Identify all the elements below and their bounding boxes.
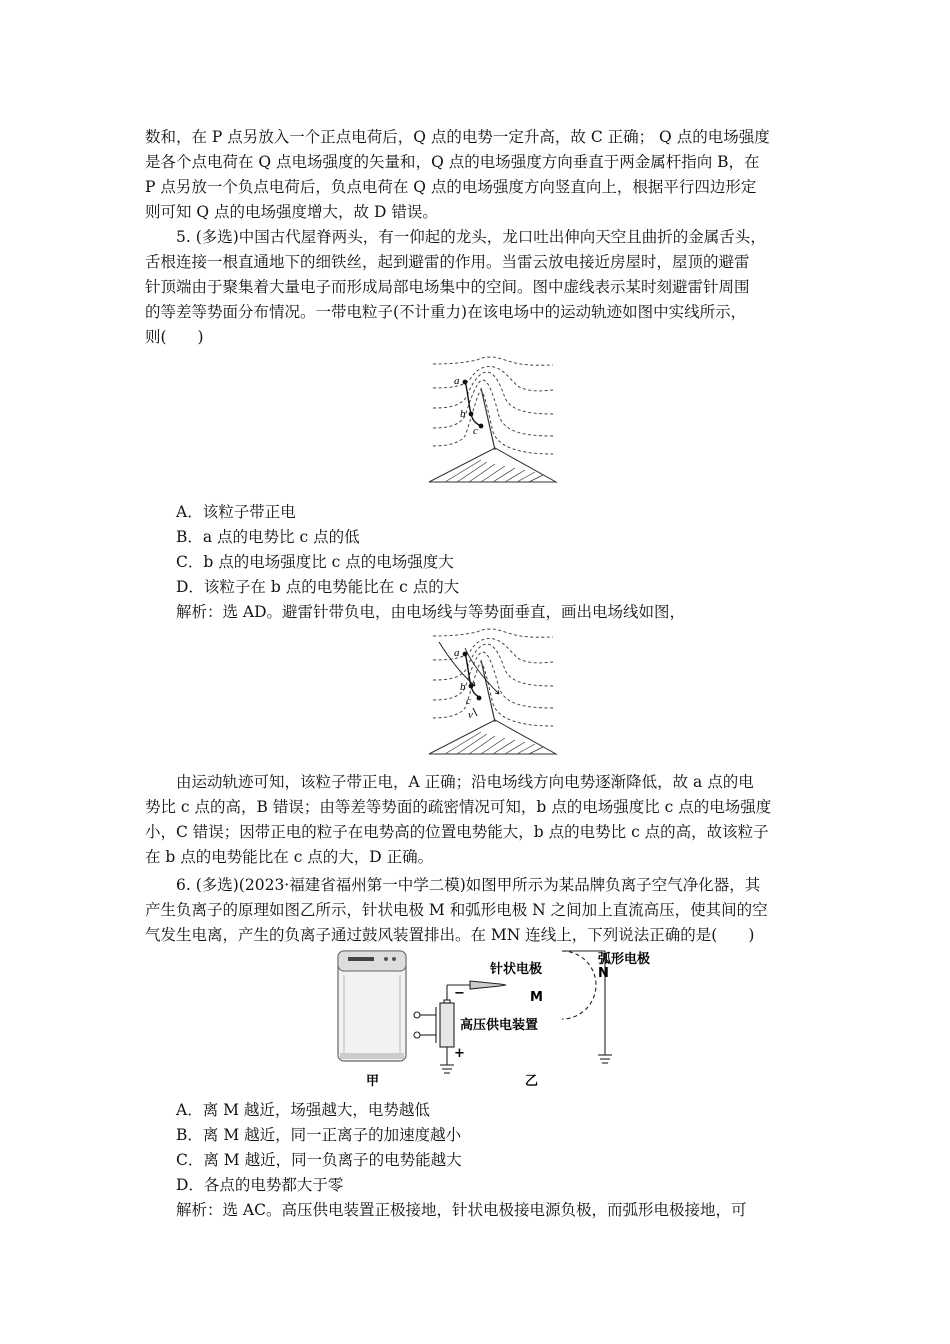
text-line: 气发生电离，产生的负离子通过鼓风装置排出。在 MN 连线上，下列说法正确的是( ) [145, 926, 755, 944]
velocity-label: v [468, 709, 473, 721]
option-a: A．该粒子带正电 [176, 503, 296, 521]
point-b-label: b [460, 408, 466, 420]
electrode-m-label: M [530, 990, 543, 1005]
figure-yi-label: 乙 [525, 1074, 539, 1089]
text-line: 则可知 Q 点的电场强度增大，故 D 错误。 [145, 203, 438, 221]
text-line: 舌根连接一根直通地下的细铁丝，起到避雷的作用。当雷云放电接近房屋时，屋顶的避雷 [145, 253, 750, 271]
text-line: 产生负离子的原理如图乙所示，针状电极 M 和弧形电极 N 之间加上直流高压，使其间的空 [145, 901, 768, 919]
point-a-label: a [454, 647, 460, 659]
point-a-label: a [454, 375, 460, 387]
option-b: B．a 点的电势比 c 点的低 [176, 528, 360, 546]
figure-jia-label: 甲 [366, 1074, 380, 1089]
question-5-stem: 5. (多选)中国古代屋脊两头，有一仰起的龙头，龙口吐出伸向天空且曲折的金属舌头， [176, 228, 766, 246]
lightning-rod-figure-2 [425, 622, 560, 757]
text-line: 针顶端由于聚集着大量电子而形成局部电场集中的空间。图中虚线表示某时刻避雷针周围 [145, 278, 750, 296]
needle-electrode-label: 针状电极 [490, 962, 543, 977]
text-line: 是各个点电荷在 Q 点电场强度的矢量和，Q 点的电场强度方向垂直于两金属杆指向 B，在 [145, 153, 760, 171]
lightning-rod-figure-1 [425, 350, 560, 485]
text-line: P 点另放一个负点电荷后，负点电荷在 Q 点的电场强度方向竖直向上，根据平行四边形定 [145, 178, 757, 196]
point-b-label: b [460, 681, 466, 693]
analysis-5-line: 由运动轨迹可知，该粒子带正电，A 正确；沿电场线方向电势逐渐降低，故 a 点的电 [176, 773, 754, 791]
analysis-6: 解析：选 AC。高压供电装置正极接地，针状电极接电源负极，而弧形电极接地，可 [176, 1201, 747, 1219]
text-line: 的等差等势面分布情况。一带电粒子(不计重力)在该电场中的运动轨迹如图中实线所示， [145, 303, 747, 321]
electrode-n-label: N [598, 966, 609, 981]
positive-terminal-label: + [454, 1046, 465, 1061]
negative-terminal-label: − [454, 986, 465, 1001]
point-c-label: c [466, 695, 471, 707]
option-c: C．离 M 越近，同一负离子的电势能越大 [176, 1151, 462, 1169]
option-c: C．b 点的电场强度比 c 点的电场强度大 [176, 553, 454, 571]
text-line: 数和，在 P 点另放入一个正点电荷后，Q 点的电势一定升高，故 C 正确； Q 点的电场强度 [145, 128, 770, 146]
analysis-5-line: 小，C 错误；因带正电的粒子在电势高的位置电势能大，b 点的电势比 c 点的高，故该粒子 [145, 823, 769, 841]
air-purifier-image [338, 951, 406, 1061]
analysis-5-line: 势比 c 点的高，B 错误；由等差等势面的疏密情况可知，b 点的电场强度比 c 点的电场强度 [145, 798, 772, 816]
arc-electrode-label: 弧形电极 [598, 952, 651, 967]
option-b: B．离 M 越近，同一正离子的加速度越小 [176, 1126, 462, 1144]
text-line: 则( ) [145, 328, 204, 346]
analysis-5-line: 在 b 点的电势能比在 c 点的大，D 正确。 [145, 848, 434, 866]
analysis-5: 解析：选 AD。避雷针带负电，由电场线与等势面垂直，画出电场线如图， [176, 603, 686, 621]
point-c-label: c [473, 425, 478, 437]
power-supply-label: 高压供电装置 [460, 1018, 539, 1033]
question-6-stem: 6. (多选)(2023·福建省福州第一中学二模)如图甲所示为某品牌负离子空气净化器，其 [176, 876, 761, 894]
air-purifier-figure [330, 945, 660, 1095]
option-a: A．离 M 越近，场强越大，电势越低 [176, 1101, 430, 1119]
option-d: D．各点的电势都大于零 [176, 1176, 344, 1194]
option-d: D．该粒子在 b 点的电势能比在 c 点的大 [176, 578, 460, 596]
